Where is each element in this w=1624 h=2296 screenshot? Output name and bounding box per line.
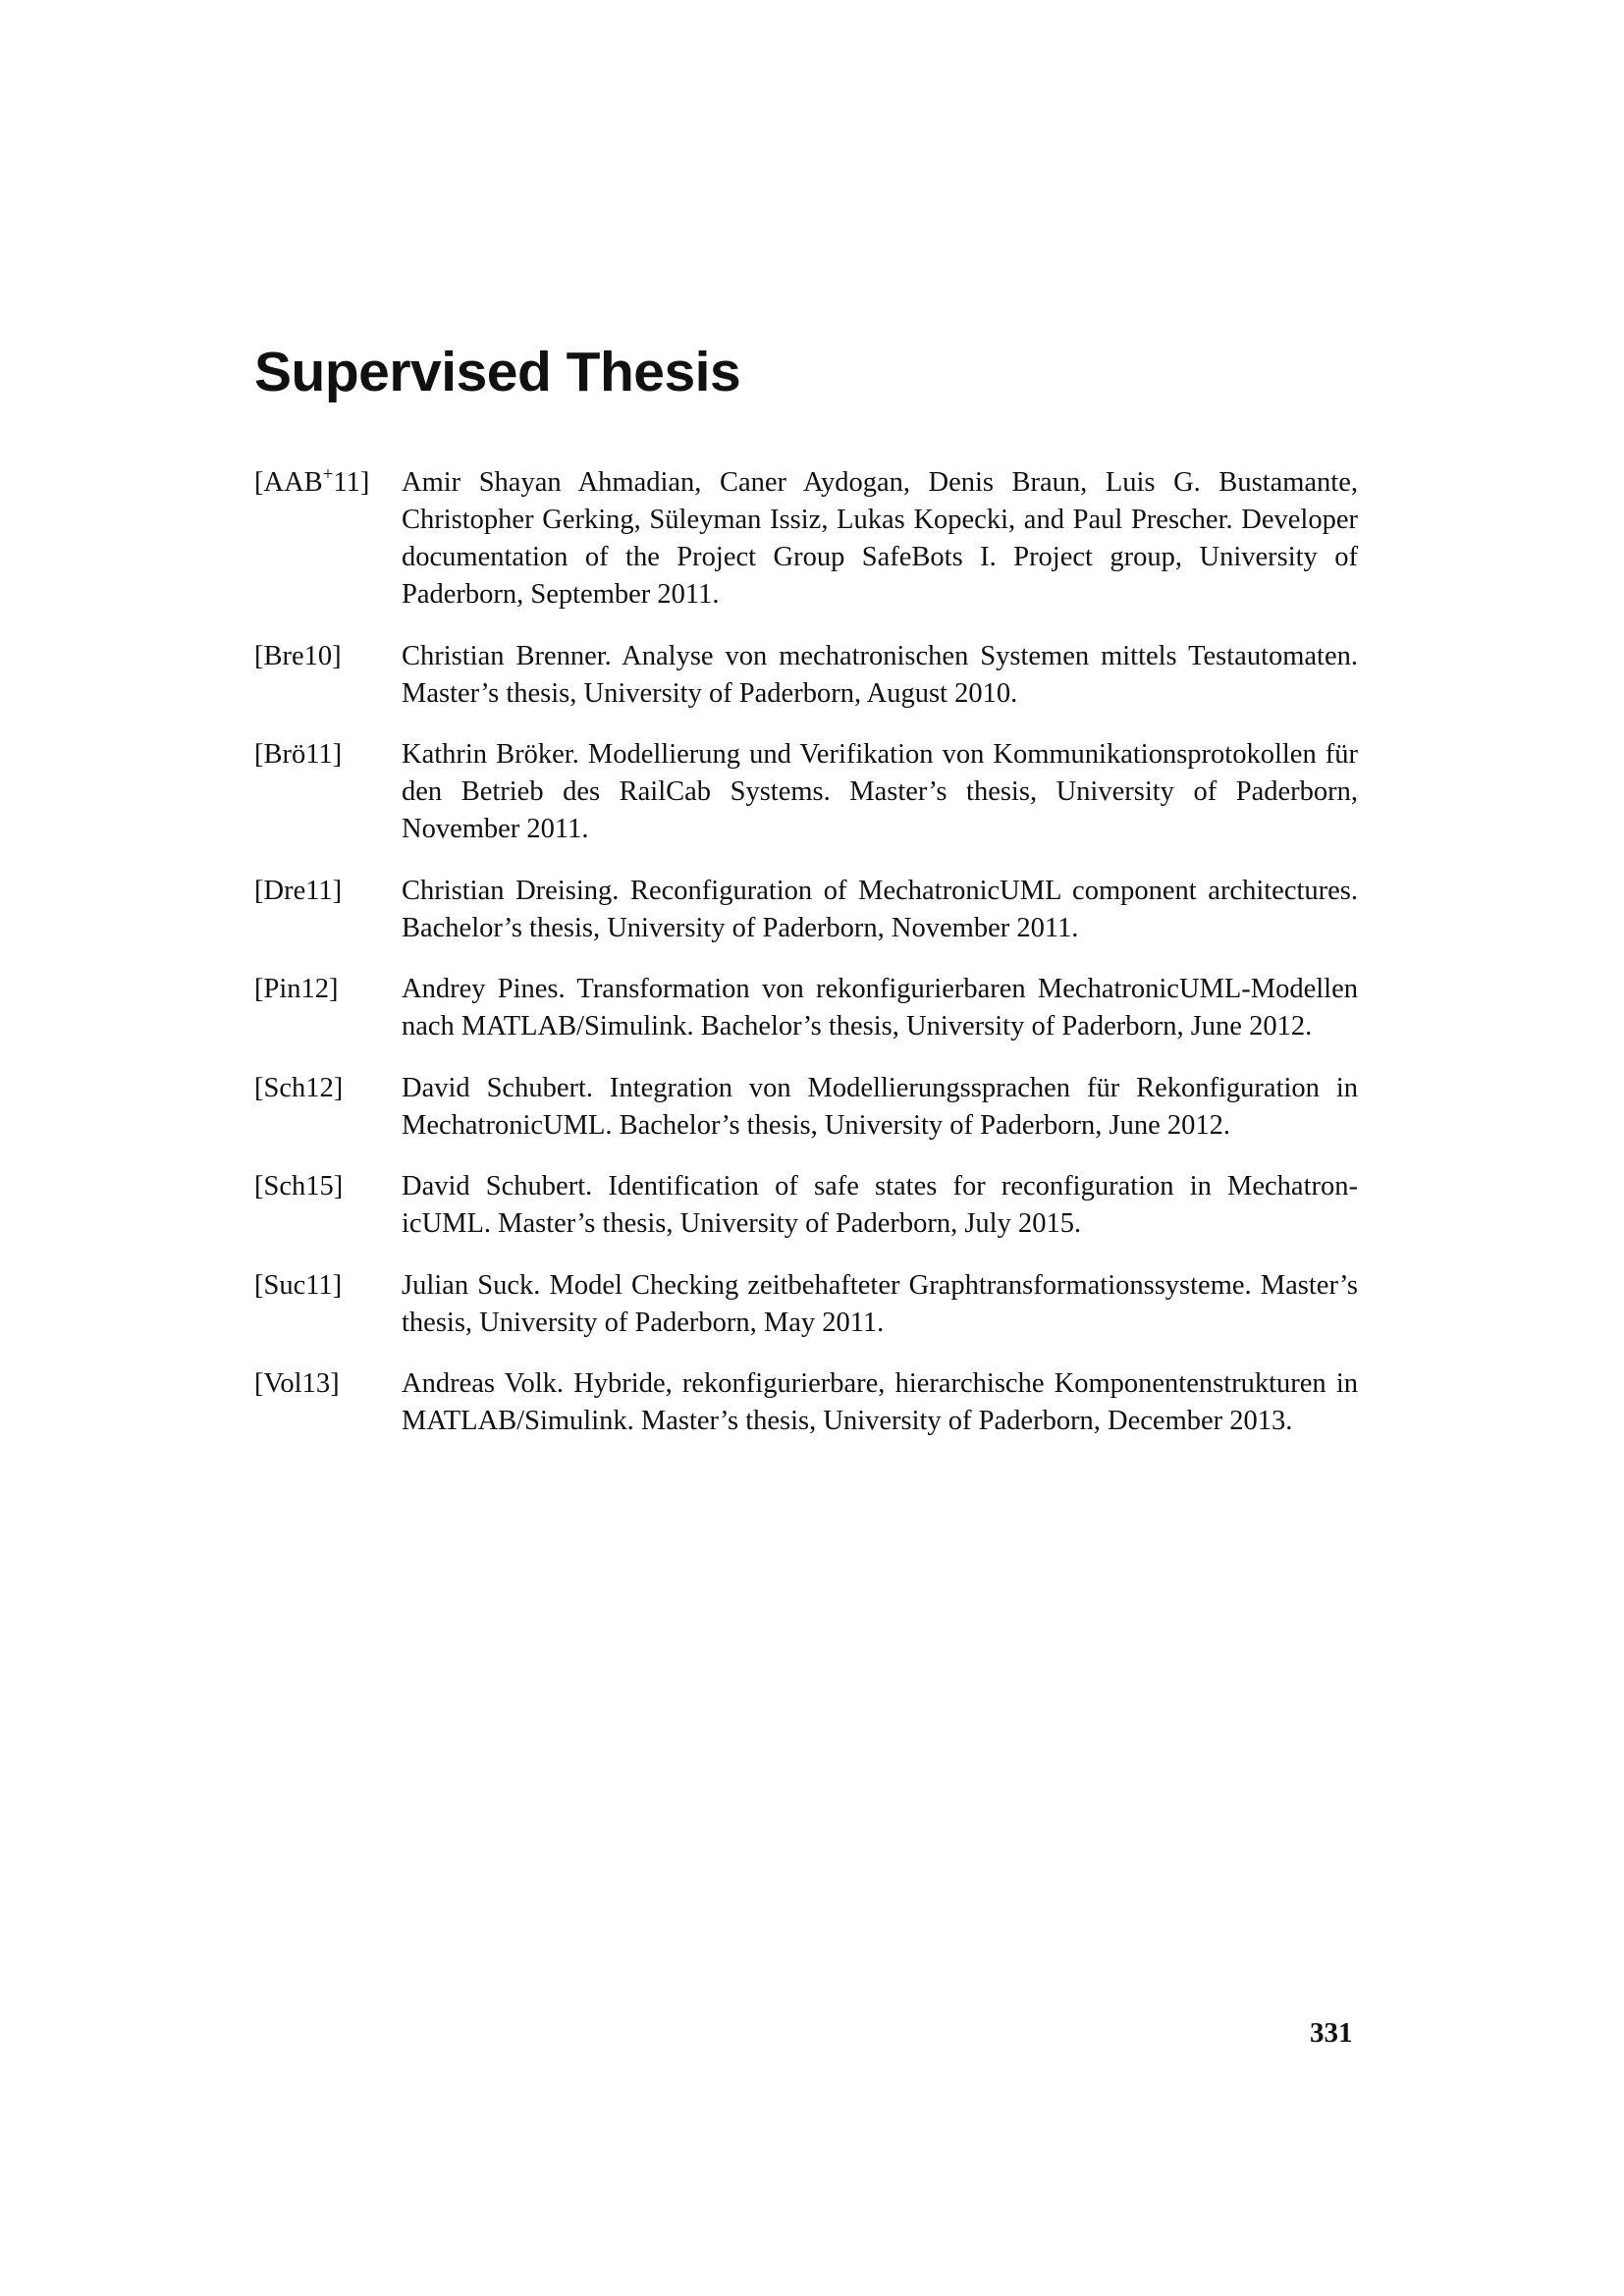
bib-key: [Vol13] (254, 1368, 340, 1399)
bib-key: [Dre11] (254, 875, 343, 906)
bib-text: David Schubert. Identification of safe states for reconfiguration in MechatronicUML. Master’s thesis, University of Paderborn, July 2015. (402, 1171, 1358, 1239)
bib-key: [Brö11] (254, 739, 343, 770)
bib-entry (254, 464, 1358, 614)
bib-text: Andreas Volk. Hybride, rekonfigurierbare, hierarchische Komponentenstrukturen in MATLAB/Simulink. Master’s thesis, University of Paderborn, December 2013. (402, 1368, 1358, 1436)
bib-key-superscript: + (322, 464, 334, 485)
bib-text: Christian Brenner. Analyse von mechatronischen Systemen mittels Testautomaten. Master’s thesis, University of Paderborn, August 2010. (402, 640, 1358, 709)
bib-key: [Sch12] (254, 1072, 344, 1103)
bibliography-list (254, 464, 1358, 1465)
bib-text: Andrey Pines. Transformation von rekonfigurierbaren MechatronicUML-Modellen nach MATLAB/Simulink. Bachelor’s thesis, University of Paderborn, June 2012. (402, 974, 1358, 1041)
bib-entry (254, 1267, 1358, 1342)
bib-key-main: [AAB (254, 467, 323, 498)
bib-key: [Sch15] (254, 1171, 344, 1201)
bib-key (254, 464, 402, 502)
bib-entry (254, 736, 1358, 848)
bib-entry (254, 873, 1358, 947)
bib-entry (254, 638, 1358, 713)
page-number: 331 (1310, 2017, 1353, 2049)
bib-text: David Schubert. Integration von Modellierungssprachen für Rekonfiguration in MechatronicUML. Bachelor’s thesis, University of Paderborn, June 2012. (402, 1072, 1358, 1141)
bib-text: Amir Shayan Ahmadian, Caner Aydogan, Denis Braun, Luis G. Bustamante, Christopher Gerking, Süleyman Issiz, Lukas Kopecki, and Paul Prescher. Developer documentation of the Project Group SafeBots I. Project group, University of Paderborn, September 2011. (402, 467, 1358, 610)
bib-entry (254, 1365, 1358, 1440)
bib-key: [Bre10] (254, 640, 342, 671)
bib-key: [Pin12] (254, 974, 339, 1004)
bib-entry (254, 1070, 1358, 1145)
bib-entry (254, 971, 1358, 1045)
bib-key-tail: 11] (333, 467, 370, 498)
bib-text: Julian Suck. Model Checking zeitbehafteter Graphtransformationssysteme. Master’s thesis, University of Paderborn, May 2011. (402, 1269, 1358, 1338)
bib-entry (254, 1168, 1358, 1243)
bib-key: [Suc11] (254, 1269, 343, 1301)
page-title: Supervised Thesis (254, 341, 741, 403)
bib-text: Kathrin Bröker. Modellierung und Verifikation von Kommunikationsprotokollen für den Betrieb des RailCab Systems. Master’s thesis, University of Paderborn, November 2011. (402, 739, 1358, 844)
bib-text: Christian Dreising. Reconfiguration of MechatronicUML component architectures. Bachelor’s thesis, University of Paderborn, November 2011. (402, 875, 1358, 943)
